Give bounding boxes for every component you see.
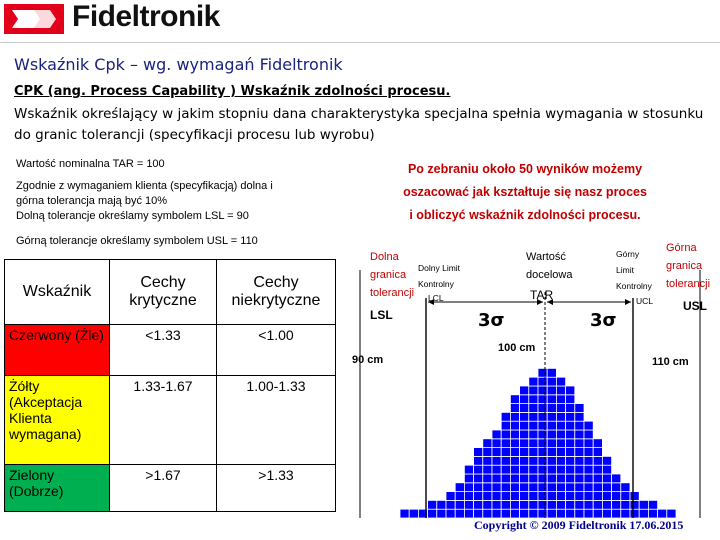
histogram-cell [566,448,575,457]
histogram-cell [529,412,538,421]
histogram-cell [556,448,565,457]
histogram-cell [492,483,501,492]
spec-note-line1: Zgodnie z wymaganiem klienta (specyfikacją) dolna i [16,180,273,192]
histogram-cell [520,474,529,483]
histogram-cell [400,509,409,518]
histogram-cell [584,465,593,474]
histogram-cell [510,509,519,518]
histogram-cell [510,474,519,483]
histogram-cell [492,430,501,439]
histogram-cell [538,386,547,395]
histogram-cell [602,509,611,518]
histogram-cell [520,439,529,448]
row-label-green: Zielony (Dobrze) [5,465,110,512]
histogram-cell [547,404,556,413]
histogram-cell [575,448,584,457]
row-red-critical: <1.33 [110,325,217,376]
histogram-cell [612,474,621,483]
histogram-cell [501,474,510,483]
lsl-value: 90 cm [352,354,384,366]
histogram-cell [446,500,455,509]
histogram-cell [538,439,547,448]
histogram-cell [529,395,538,404]
table-row-green [5,465,336,512]
histogram-cell [639,509,648,518]
histogram-cell [566,509,575,518]
histogram-cell [520,492,529,501]
row-yellow-noncritical: 1.00-1.33 [217,376,336,465]
histogram-cell [547,448,556,457]
ucl-line2: Limit [616,265,634,275]
histogram-cell [556,395,565,404]
histogram-cell [556,500,565,509]
histogram-cell [538,509,547,518]
histogram-cell [556,509,565,518]
histogram-cell [612,500,621,509]
histogram-cell [575,474,584,483]
histogram-cell [538,483,547,492]
definition-text: Wskaźnik określający w jakim stopniu dana charakterystyka specjalna spełnia wymagania w stosunku do granic tolerancji (specyfikacji procesu lub wyrobu) [14,106,704,143]
histogram-cell [648,500,657,509]
histogram-cell [547,368,556,377]
histogram-cell [501,439,510,448]
histogram-cell [455,509,464,518]
histogram-cell [538,412,547,421]
slide-title: Wskaźnik Cpk – wg. wymagań Fideltronik [14,55,343,74]
histogram-cell [556,421,565,430]
histogram-cell [566,492,575,501]
table-row-red [5,325,336,376]
histogram-cell [593,492,602,501]
histogram-cell [492,439,501,448]
histogram-cell [455,492,464,501]
histogram-cell [556,377,565,386]
histogram-cell [547,377,556,386]
histogram-cell [437,500,446,509]
histogram-cell [529,448,538,457]
histogram-cell [556,386,565,395]
histogram-cell [621,483,630,492]
histogram-cell [566,404,575,413]
histogram-cell [474,465,483,474]
histogram-cell [474,474,483,483]
histogram-cell [556,404,565,413]
histogram-cell [602,465,611,474]
row-red-noncritical: <1.00 [217,325,336,376]
histogram-cell [575,439,584,448]
histogram-cell [474,509,483,518]
row-label-yellow: Żółty (Akceptacja Klienta wymagana) [5,376,110,465]
histogram-cell [501,500,510,509]
histogram-cell [584,500,593,509]
histogram-cell [520,456,529,465]
histogram-cell [446,492,455,501]
usl-label: USL [683,299,707,313]
histogram-cell [602,456,611,465]
histogram-cell [501,421,510,430]
histogram-cell [547,412,556,421]
histogram-cell [612,483,621,492]
histogram-cell [483,492,492,501]
histogram-cell [529,492,538,501]
histogram-cell [630,509,639,518]
histogram-cell [501,492,510,501]
histogram-cell [630,500,639,509]
histogram-cell [520,448,529,457]
histogram-cell [520,404,529,413]
target-line1: Wartość [526,251,566,263]
histogram-cell [575,483,584,492]
histogram-cell [584,509,593,518]
histogram-cell [621,509,630,518]
lower-limit-line1: Dolna [370,251,399,263]
usl-value: 110 cm [652,356,689,368]
histogram-cell [547,465,556,474]
histogram-cell [529,386,538,395]
histogram-cell [575,465,584,474]
tolerance-diagram [340,240,720,518]
histogram-cell [529,483,538,492]
histogram-cell [510,492,519,501]
histogram-cell [566,500,575,509]
tar-label: TAR [530,288,554,302]
histogram-cell [464,474,473,483]
histogram-cell [529,456,538,465]
histogram-cell [556,456,565,465]
histogram-cell [529,474,538,483]
histogram-cell [547,483,556,492]
histogram-cell [575,404,584,413]
histogram-cell [437,509,446,518]
histogram-cell [510,395,519,404]
histogram-cell [612,509,621,518]
histogram-cell [621,492,630,501]
histogram-cell [566,465,575,474]
histogram-cell [648,509,657,518]
histogram-cell [520,465,529,474]
histogram-cell [483,474,492,483]
table-header-row [5,260,336,325]
histogram-cell [547,474,556,483]
histogram-cell [492,509,501,518]
histogram-cell [566,421,575,430]
histogram-cell [492,474,501,483]
histogram-cell [575,492,584,501]
histogram-cell [593,474,602,483]
histogram-cell [593,483,602,492]
histogram-cell [658,509,667,518]
ucl-abbrev: UCL [636,296,654,306]
table-row-yellow [5,376,336,465]
header-noncritical: Cechy niekrytyczne [217,260,336,325]
red-callout [370,158,680,227]
histogram-cell [529,430,538,439]
histogram-cell [538,395,547,404]
histogram-cell [556,465,565,474]
upper-limit-line1: Górna [666,242,697,254]
lcl-label [418,263,461,303]
histogram-cell [538,421,547,430]
histogram-cell [547,421,556,430]
histogram-cell [556,439,565,448]
histogram-cell [547,509,556,518]
header-critical: Cechy krytyczne [110,260,217,325]
histogram-cell [483,509,492,518]
ucl-line3: Kontrolny [616,281,652,291]
histogram-cell [575,456,584,465]
histogram-cell [621,500,630,509]
histogram-cell [510,500,519,509]
histogram-cell [520,386,529,395]
histogram-cell [483,465,492,474]
histogram-cell [547,500,556,509]
histogram-cell [520,509,529,518]
histogram-cell [538,448,547,457]
histogram-cell [584,492,593,501]
callout-line1: Po zebraniu około 50 wyników możemy [407,162,643,176]
histogram-cell [602,483,611,492]
histogram-cell [584,439,593,448]
lower-limit-line2: granica [370,269,407,281]
target-line2: docelowa [526,269,573,281]
brand-name: Fideltronik [72,0,220,33]
upper-limit-label [666,242,710,290]
histogram-cell [455,483,464,492]
lower-limit-line3: tolerancji [370,287,415,299]
row-yellow-critical: 1.33-1.67 [110,376,217,465]
histogram-cell [538,474,547,483]
header-indicator: Wskaźnik [5,260,110,325]
histogram-cell [584,474,593,483]
histogram-cell [446,509,455,518]
histogram-cell [520,430,529,439]
histogram-cell [510,448,519,457]
histogram-cell [510,483,519,492]
histogram-cell [593,439,602,448]
histogram-cell [464,465,473,474]
lcl-line2: Kontrolny [418,279,454,289]
histogram-cell [593,448,602,457]
spec-note-line3: Dolną tolerancje określamy symbolem LSL = 90 [16,210,249,222]
row-green-noncritical: >1.33 [217,465,336,512]
lcl-abbrev: LCL [428,293,444,303]
histogram-cell [483,456,492,465]
tar-value: 100 cm [498,342,536,354]
histogram-cell [575,500,584,509]
histogram-cell [529,377,538,386]
histogram-cell [474,483,483,492]
histogram-cell [455,500,464,509]
histogram-cell [483,439,492,448]
histogram-cell [492,456,501,465]
histogram-cell [566,439,575,448]
histogram-cell [529,509,538,518]
histogram-cell [520,483,529,492]
histogram-cell [520,395,529,404]
copyright-footer: Copyright © 2009 Fideltronik 17.06.2015 [474,518,684,532]
histogram-cell [575,430,584,439]
histogram-cell [474,500,483,509]
histogram-cell [492,448,501,457]
histogram-cell [584,456,593,465]
histogram-cell [520,421,529,430]
histogram-cell [639,500,648,509]
histogram-cell [464,492,473,501]
histogram-cell [566,456,575,465]
histogram-cell [547,492,556,501]
histogram-cell [566,412,575,421]
callout-line2: oszacować jak kształtuje się nasz proces [403,185,647,199]
histogram-cell [575,509,584,518]
ucl-line1: Górny [616,249,640,259]
row-green-critical: >1.67 [110,465,217,512]
histogram-cell [501,509,510,518]
usl-note: Górną tolerancje określamy symbolem USL = 110 [16,235,258,247]
histogram-cell [556,492,565,501]
histogram-cell [510,404,519,413]
upper-limit-line3: tolerancji [666,278,711,290]
histogram-cell [529,500,538,509]
histogram-cell [501,430,510,439]
histogram-cell [547,439,556,448]
histogram-cell [510,421,519,430]
histogram-cell [520,500,529,509]
histogram-cell [630,492,639,501]
histogram-cell [538,377,547,386]
histogram-cell [483,500,492,509]
histogram-cell [520,412,529,421]
histogram-cell [566,430,575,439]
ucl-label [616,249,653,306]
histogram-cell [483,448,492,457]
target-label [526,251,573,281]
histogram-cell [547,395,556,404]
fideltronik-logo-icon [4,4,64,34]
histogram-cell [538,404,547,413]
nominal-value-note: Wartość nominalna TAR = 100 [16,158,165,170]
histogram-cell [529,439,538,448]
callout-line3: i obliczyć wskaźnik zdolności procesu. [409,208,641,222]
histogram-cell [593,500,602,509]
histogram-cell [428,500,437,509]
histogram-cell [566,386,575,395]
histogram-cell [556,430,565,439]
histogram-cell [538,500,547,509]
histogram-cell [428,509,437,518]
histogram-cell [538,456,547,465]
histogram-cell [464,509,473,518]
histogram-cell [575,421,584,430]
lsl-label: LSL [370,308,393,322]
histogram-cell [584,483,593,492]
histogram-cell [593,465,602,474]
histogram-cell [602,500,611,509]
histogram-cell [501,483,510,492]
histogram-cell [556,412,565,421]
lcl-line1: Dolny Limit [418,263,461,273]
histogram-cell [538,465,547,474]
histogram-cell [566,395,575,404]
definition-title: CPK (ang. Process Capability ) Wskaźnik zdolności procesu. [14,84,451,99]
lower-limit-label [370,251,414,299]
histogram-cell [667,509,676,518]
upper-limit-line2: granica [666,260,703,272]
header-divider [0,42,720,43]
spec-note-line2: górna tolerancja mają być 10% [16,195,168,207]
histogram-cell [510,456,519,465]
histogram-cell [538,368,547,377]
histogram-cell [547,386,556,395]
histogram-cell [556,474,565,483]
histogram-cell [464,483,473,492]
histogram-cell [510,439,519,448]
histogram-cell [584,421,593,430]
histogram-cell [409,509,418,518]
histogram-cell [474,492,483,501]
histogram-cell [464,500,473,509]
histogram-cell [529,421,538,430]
spec-note [16,179,336,224]
histogram [400,368,676,518]
histogram-cell [492,500,501,509]
histogram-cell [593,456,602,465]
sigma-left-label: 3σ [478,310,505,331]
histogram-cell [538,492,547,501]
histogram-cell [501,412,510,421]
histogram-cell [510,412,519,421]
histogram-cell [483,483,492,492]
histogram-cell [529,404,538,413]
histogram-cell [584,430,593,439]
histogram-cell [474,456,483,465]
histogram-cell [575,412,584,421]
histogram-cell [556,483,565,492]
histogram-cell [501,456,510,465]
histogram-cell [566,474,575,483]
histogram-cell [529,465,538,474]
histogram-cell [538,430,547,439]
histogram-cell [510,465,519,474]
histogram-cell [593,509,602,518]
histogram-cell [602,474,611,483]
sigma-right-label: 3σ [590,310,617,331]
histogram-cell [492,492,501,501]
cpk-criteria-table [4,259,336,512]
histogram-cell [547,456,556,465]
histogram-cell [501,448,510,457]
histogram-cell [547,430,556,439]
histogram-cell [510,430,519,439]
histogram-cell [501,465,510,474]
histogram-cell [612,492,621,501]
histogram-cell [602,492,611,501]
histogram-cell [492,465,501,474]
histogram-cell [584,448,593,457]
histogram-cell [566,483,575,492]
row-label-red: Czerwony (Źle) [5,325,110,376]
histogram-cell [474,448,483,457]
